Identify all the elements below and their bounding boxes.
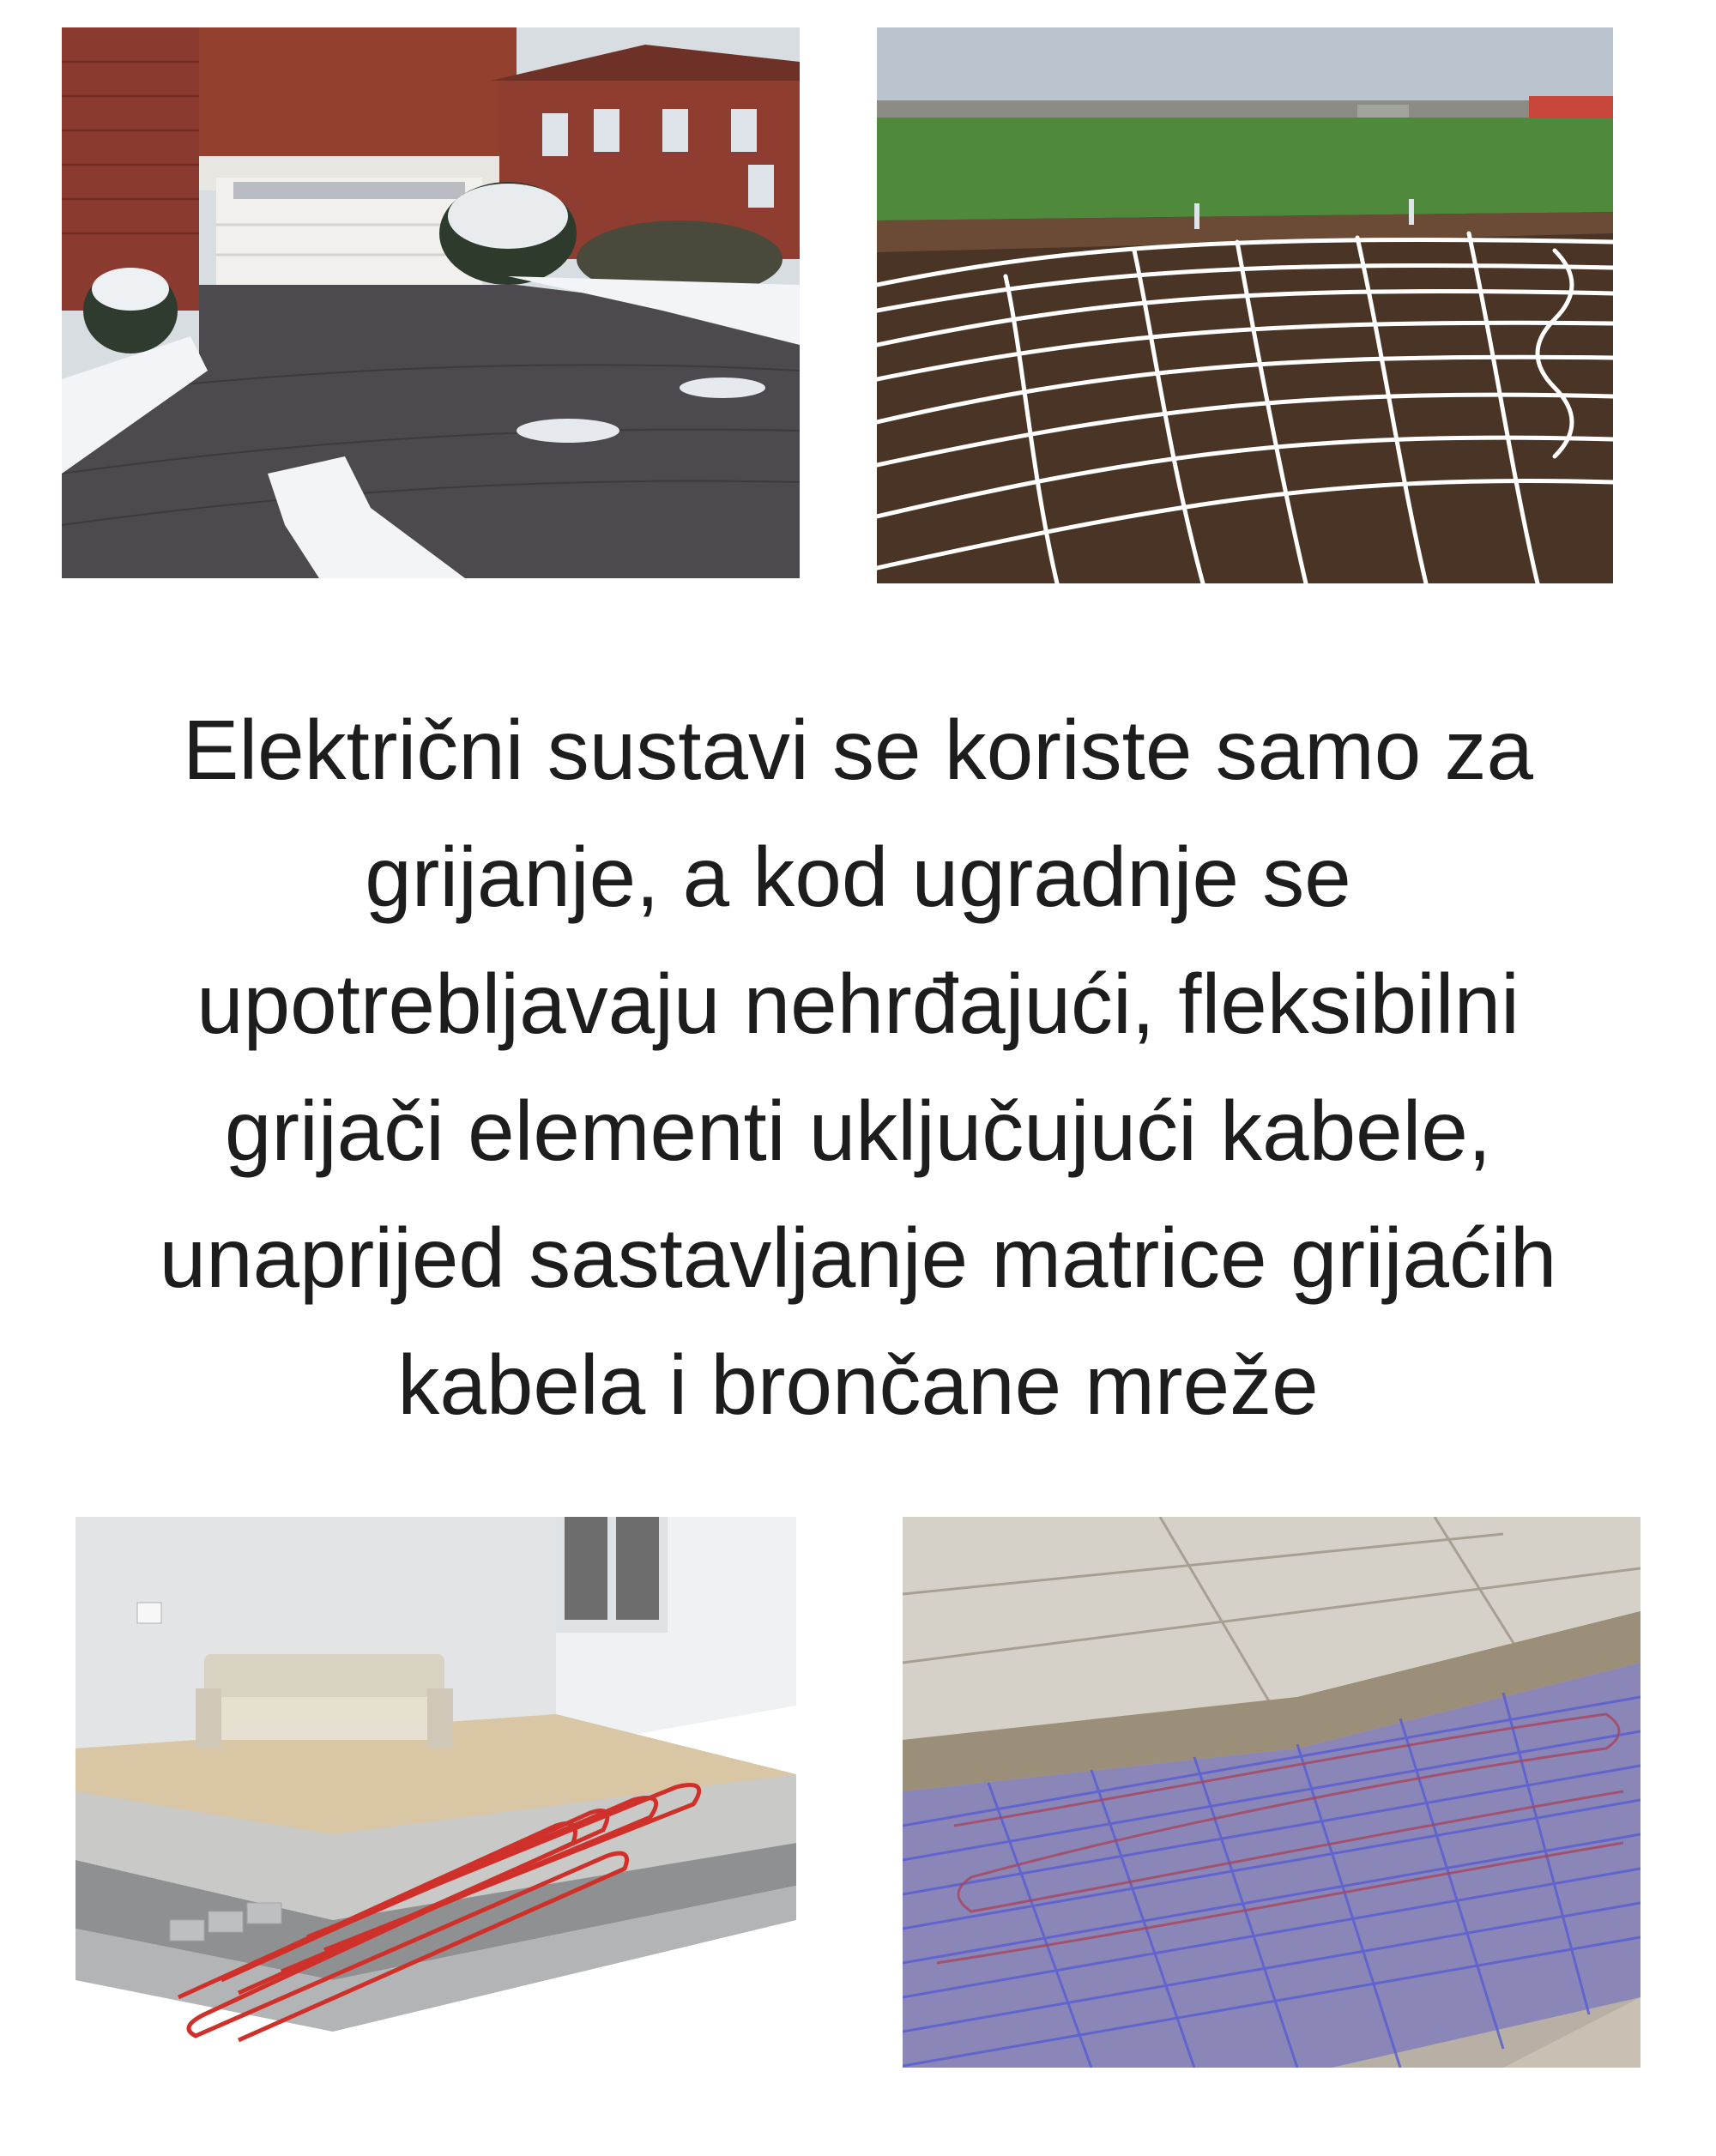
room-floor-heating-cable-photo bbox=[76, 1517, 796, 2052]
caption-line: kabela i brončane mreže bbox=[397, 1338, 1319, 1432]
heated-driveway-photo bbox=[62, 27, 800, 578]
caption-line: unaprijed sastavljanje matrice grijaćih bbox=[159, 1211, 1557, 1305]
tile-over-heating-mesh-photo-icon bbox=[903, 1517, 1640, 2068]
caption-line: grijači elementi uključujući kabele, bbox=[224, 1084, 1492, 1178]
heated-driveway-photo-icon bbox=[62, 27, 800, 578]
caption-line: Električni sustavi se koriste samo za bbox=[183, 703, 1533, 797]
caption-line: upotrebljavaju nehrđajući, fleksibilni bbox=[196, 957, 1520, 1051]
underfloor-pipe-loops-photo-icon bbox=[877, 27, 1613, 583]
tile-over-heating-mesh-photo bbox=[903, 1517, 1640, 2068]
caption-line: grijanje, a kod ugradnje se bbox=[365, 830, 1351, 924]
room-floor-heating-cable-photo-icon bbox=[76, 1517, 796, 2052]
caption-text bbox=[51, 686, 1665, 1448]
underfloor-pipe-loops-photo bbox=[877, 27, 1613, 583]
